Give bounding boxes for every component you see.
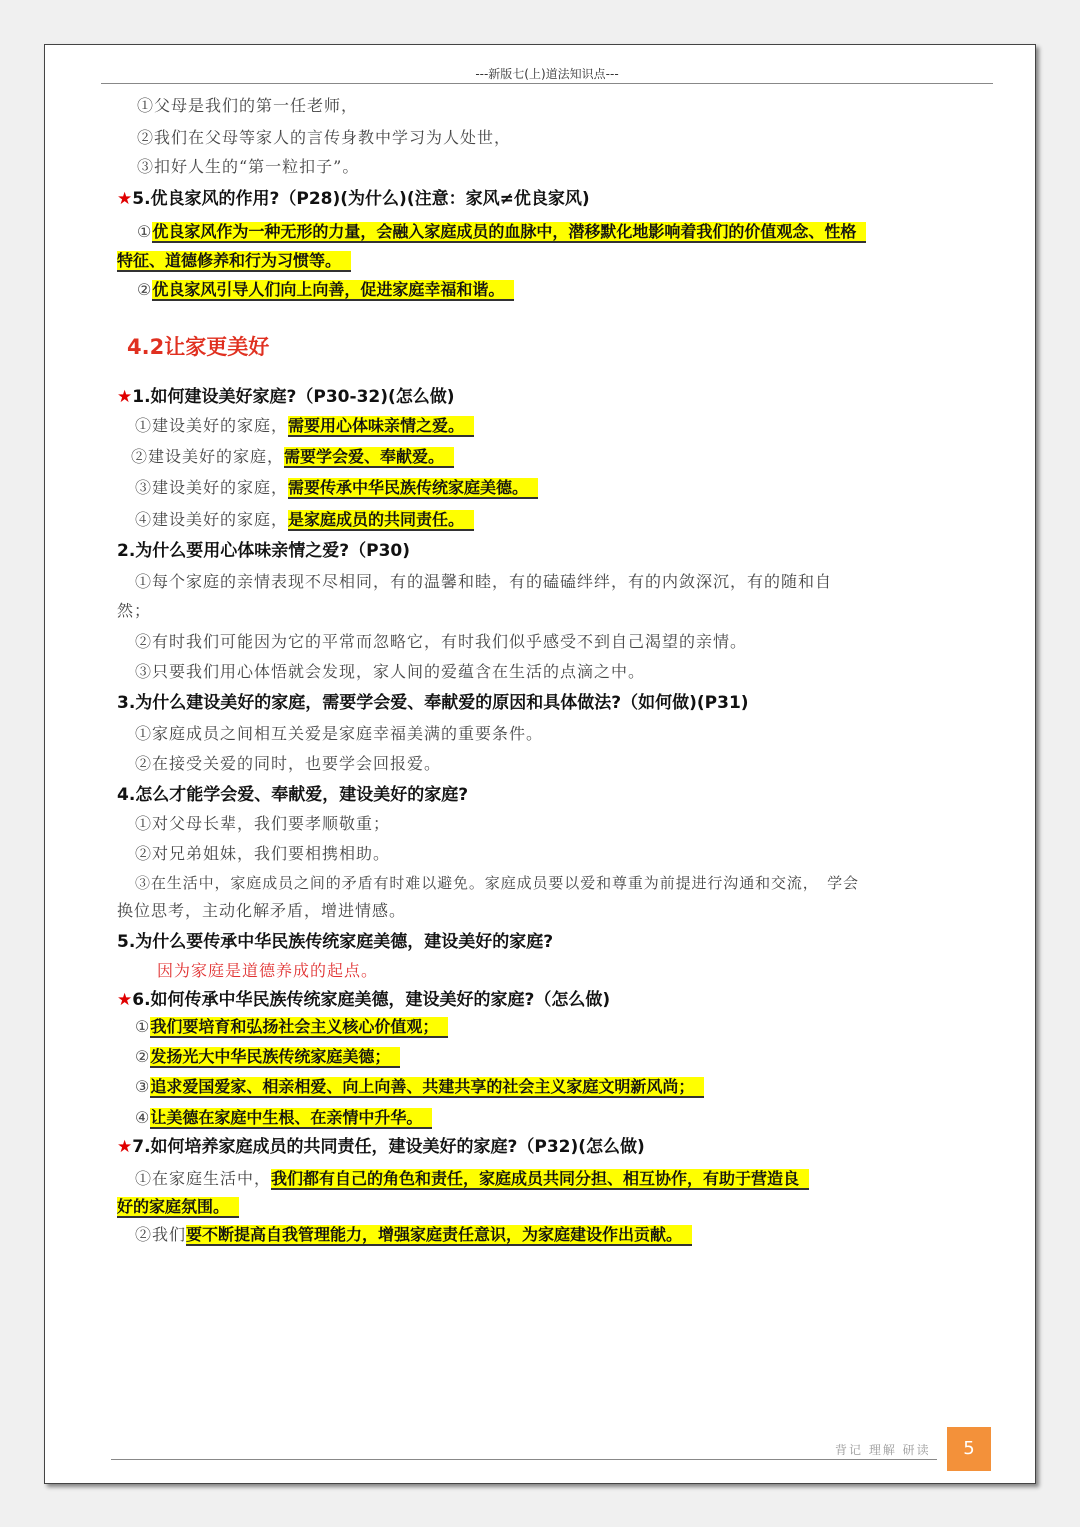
text-line: ②对兄弟姐妹，我们要相携相助。 [135,844,391,863]
text-line: ②我们要不断提高自我管理能力，增强家庭责任意识，为家庭建设作出贡献。 [135,1223,692,1247]
page-header: ---新版七(上)道法知识点--- [101,65,993,84]
text-line: ②有时我们可能因为它的平常而忽略它，有时我们似乎感受不到自己渴望的亲情。 [135,632,748,651]
text-line: ③建设美好的家庭，需要传承中华民族传统家庭美德。 [135,476,538,500]
star-icon: ★ [117,387,133,407]
question-heading: ★1.如何建设美好家庭?（P30-32)(怎么做) [117,387,455,407]
star-icon: ★ [117,1137,133,1157]
question-heading: ★5.优良家风的作用?（P28)(为什么)(注意：家风≠优良家风) [117,189,590,209]
question-heading: ★6.如何传承中华民族传统家庭美德，建设美好的家庭?（怎么做) [117,990,611,1010]
footer-text: 背记 理解 研读 [835,1443,931,1457]
text-line: ①建设美好的家庭，需要用心体味亲情之爱。 [135,414,474,438]
question-heading: 5.为什么要传承中华民族传统家庭美德，建设美好的家庭? [117,932,554,952]
page-number-badge: 5 [947,1427,991,1471]
question-heading: 2.为什么要用心体味亲情之爱?（P30) [117,541,411,561]
text-line: ②建设美好的家庭，需要学会爱、奉献爱。 [131,445,454,469]
footer-divider [111,1459,937,1460]
text-line: ①父母是我们的第一任老师， [137,96,359,115]
text-line: ③只要我们用心体悟就会发现，家人间的爱蕴含在生活的点滴之中。 [135,662,646,681]
text-line: 换位思考，主动化解矛盾，增进情感。 [117,901,407,920]
text-line: ①我们要培育和弘扬社会主义核心价值观； [135,1015,448,1039]
text-line: ①优良家风作为一种无形的力量，会融入家庭成员的血脉中，潜移默化地影响着我们的价值观念、性格 [137,220,866,244]
text-line: ①家庭成员之间相互关爱是家庭幸福美满的重要条件。 [135,724,544,743]
text-line: ②我们在父母等家人的言传身教中学习为人处世， [137,128,512,147]
section-title: 4.2让家更美好 [127,335,270,359]
text-line: 然； [117,601,152,620]
text-line: ③追求爱国爱家、相亲相爱、向上向善、共建共享的社会主义家庭文明新风尚； [135,1075,704,1099]
text-line: ②发扬光大中华民族传统家庭美德； [135,1045,400,1069]
text-line: ②优良家风引导人们向上向善，促进家庭幸福和谐。 [137,278,514,302]
star-icon: ★ [117,189,133,209]
text-line: 因为家庭是道德养成的起点。 [157,961,379,980]
text-line: ①对父母长辈，我们要孝顺敬重； [135,814,391,833]
text-line: ③在生活中，家庭成员之间的矛盾有时难以避免。家庭成员要以爱和尊重为前提进行沟通和交流， 学会 [135,874,859,892]
text-line: ①每个家庭的亲情表现不尽相同，有的温馨和睦，有的磕磕绊绊，有的内敛深沉，有的随和自 [135,572,833,591]
text-line: ①在家庭生活中，我们都有自己的角色和责任，家庭成员共同分担、相互协作，有助于营造良 [135,1167,809,1191]
text-line: ②在接受关爱的同时，也要学会回报爱。 [135,754,442,773]
text-line: ④建设美好的家庭，是家庭成员的共同责任。 [135,508,474,532]
question-heading: 4.怎么才能学会爱、奉献爱，建设美好的家庭? [117,785,469,805]
text-line: ③扣好人生的“第一粒扣子”。 [137,157,360,176]
star-icon: ★ [117,990,133,1010]
text-line: ④让美德在家庭中生根、在亲情中升华。 [135,1106,432,1130]
document-page [44,44,1036,1484]
text-line: 特征、道德修养和行为习惯等。 [117,249,351,273]
question-heading: 3.为什么建设美好的家庭，需要学会爱、奉献爱的原因和具体做法?（如何做)(P31) [117,693,749,713]
text-line: 好的家庭氛围。 [117,1195,239,1219]
question-heading: ★7.如何培养家庭成员的共同责任，建设美好的家庭?（P32)(怎么做) [117,1137,645,1157]
